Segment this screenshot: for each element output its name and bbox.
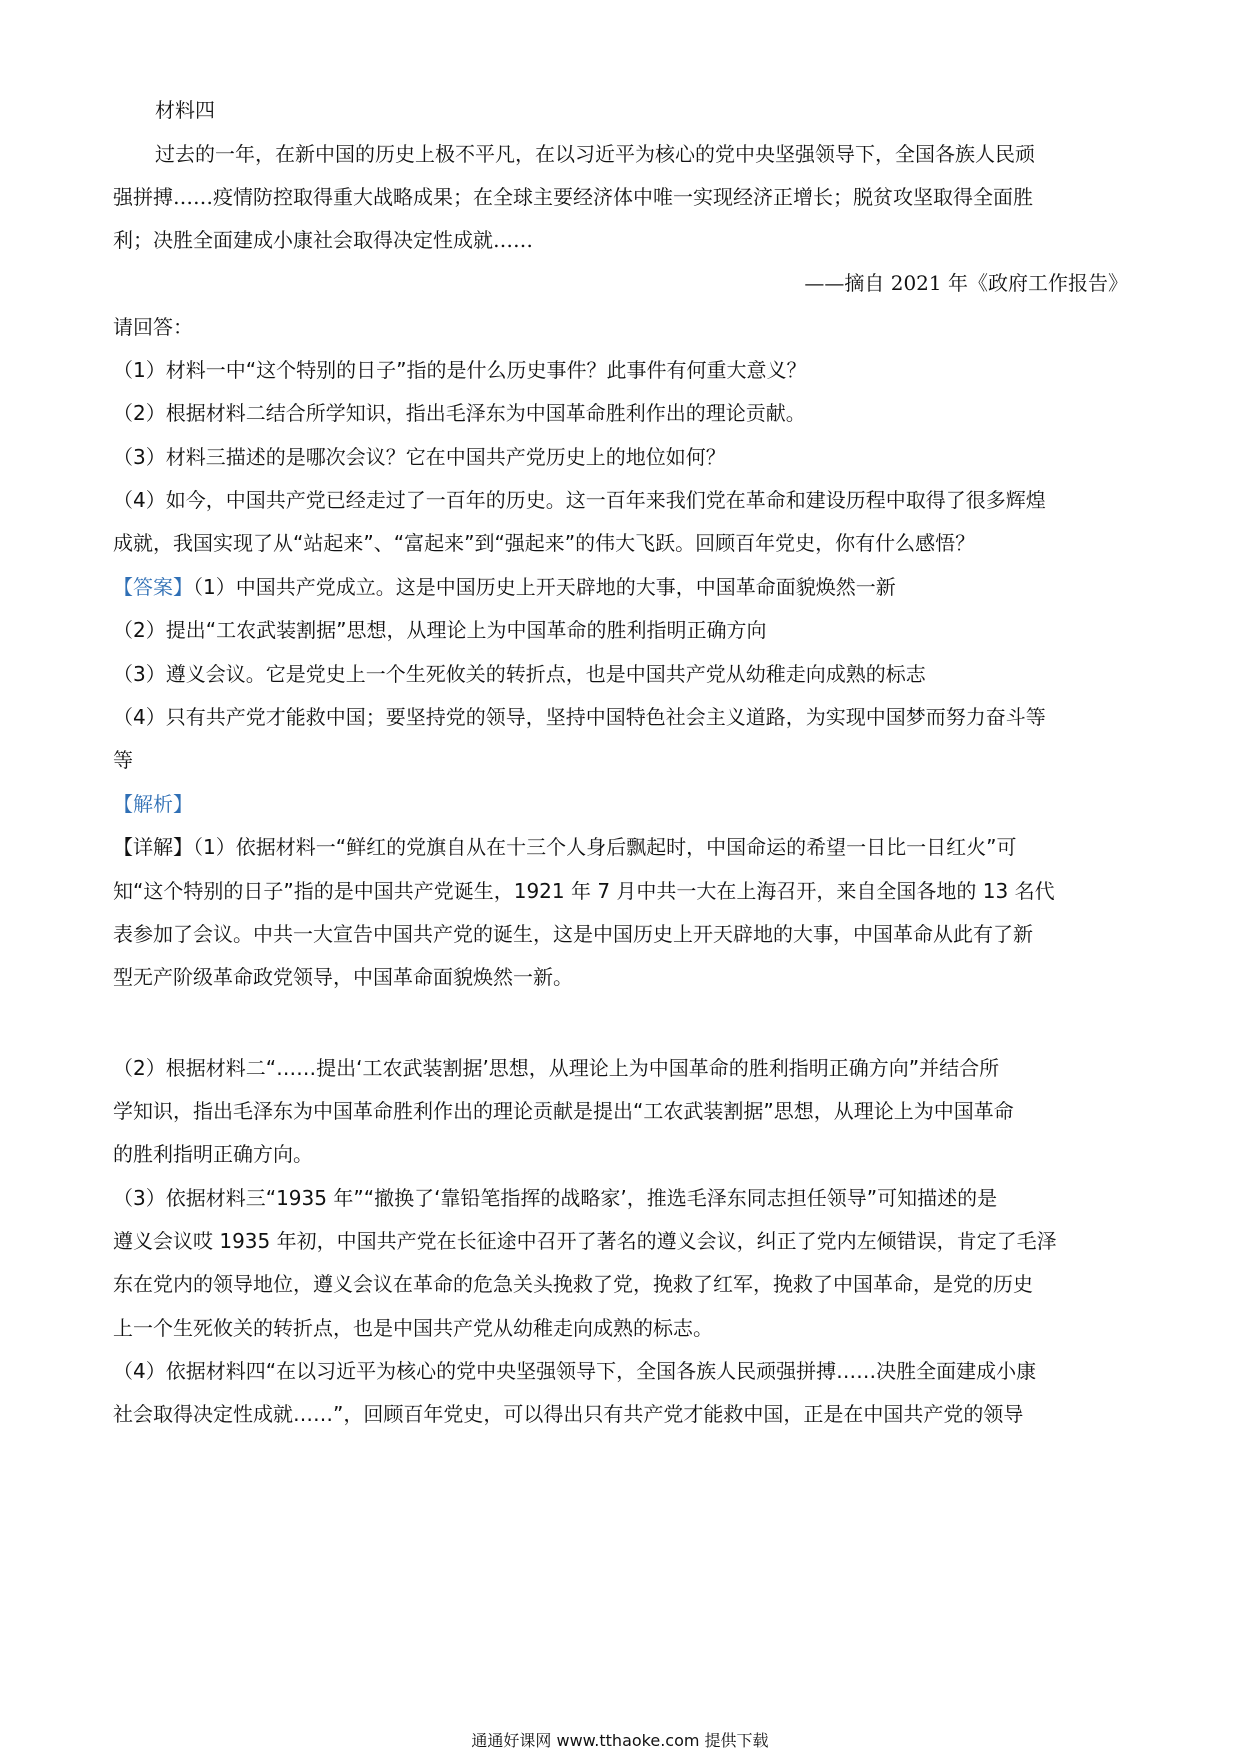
material4-source: ——摘自 2021 年《政府工作报告》 <box>804 271 1128 295</box>
analysis-text: （1）依据材料一“鲜红的党旗自从在十三个人身后飘起时，中国命运的希望一日比一日红火”可 <box>193 835 1017 859</box>
analysis-line: 型无产阶级革命政党领导，中国革命面貌焕然一新。 <box>113 965 573 989</box>
question-item: 成就，我国实现了从“站起来”、“富起来”到“强起来”的伟大飞跃。回顾百年党史，你有什么感悟？ <box>113 531 976 555</box>
answer-text: （1）中国共产党成立。这是中国历史上开天辟地的大事，中国革命面貌焕然一新 <box>193 575 896 599</box>
material4-title: 材料四 <box>155 98 215 122</box>
analysis-line: （3）依据材料三“1935 年”“撤换了‘靠铅笔指挥的战略家’，推选毛泽东同志担任领导”可知描述的是 <box>113 1186 998 1210</box>
analysis-line: 社会取得决定性成就……”，回顾百年党史，可以得出只有共产党才能救中国，正是在中国共产党的领导 <box>113 1402 1024 1426</box>
analysis-line: 东在党内的领导地位，遵义会议在革命的危急关头挽救了党，挽救了红军，挽救了中国革命，是党的历史 <box>113 1272 1033 1296</box>
analysis-line: （2）根据材料二“……提出‘工农武装割据’思想，从理论上为中国革命的胜利指明正确方向”并结合所 <box>113 1056 1000 1080</box>
analysis-line: 遵义会议哎 1935 年初，中国共产党在长征途中召开了著名的遵义会议，纠正了党内左倾错误，肯定了毛泽 <box>113 1229 1057 1253</box>
answer-line: 等 <box>113 748 133 772</box>
answer-line <box>113 573 896 601</box>
analysis-line: 知“这个特别的日子”指的是中国共产党诞生，1921 年 7 月中共一大在上海召开，来自全国各地的 13 名代 <box>113 879 1055 903</box>
detail-tag: 【详解】 <box>113 835 193 859</box>
analysis-line: 学知识，指出毛泽东为中国革命胜利作出的理论贡献是提出“工农武装割据”思想，从理论上为中国革命 <box>113 1099 1014 1123</box>
page-footer: 通通好课网 www.tthaoke.com 提供下载 <box>471 1731 769 1750</box>
question-item: （4）如今，中国共产党已经走过了一百年的历史。这一百年来我们党在革命和建设历程中取得了很多辉煌 <box>113 488 1046 512</box>
analysis-line: 的胜利指明正确方向。 <box>113 1142 313 1166</box>
answer-tag: 【答案】 <box>113 575 193 599</box>
question-item: （1）材料一中“这个特别的日子”指的是什么历史事件？此事件有何重大意义？ <box>113 358 807 382</box>
analysis-tag: 【解析】 <box>113 792 193 816</box>
material4-line: 利；决胜全面建成小康社会取得决定性成就…… <box>113 228 533 252</box>
question-item: （2）根据材料二结合所学知识，指出毛泽东为中国革命胜利作出的理论贡献。 <box>113 401 806 425</box>
material4-line: 强拼搏……疫情防控取得重大战略成果；在全球主要经济体中唯一实现经济正增长；脱贫攻坚取得全面胜 <box>113 185 1033 209</box>
analysis-line: （4）依据材料四“在以习近平为核心的党中央坚强领导下，全国各族人民顽强拼搏……决胜全面建成小康 <box>113 1359 1037 1383</box>
analysis-line: 上一个生死攸关的转折点，也是中国共产党从幼稚走向成熟的标志。 <box>113 1316 713 1340</box>
analysis-line: 表参加了会议。中共一大宣告中国共产党的诞生，这是中国历史上开天辟地的大事，中国革命从此有了新 <box>113 922 1033 946</box>
material4-line: 过去的一年，在新中国的历史上极不平凡，在以习近平为核心的党中央坚强领导下，全国各族人民顽 <box>155 142 1035 166</box>
answer-line: （3）遵义会议。它是党史上一个生死攸关的转折点，也是中国共产党从幼稚走向成熟的标志 <box>113 662 926 686</box>
answer-line: （2）提出“工农武装割据”思想，从理论上为中国革命的胜利指明正确方向 <box>113 618 767 642</box>
analysis-line <box>113 833 1016 861</box>
question-prompt: 请回答： <box>113 315 193 339</box>
answer-line: （4）只有共产党才能救中国；要坚持党的领导，坚持中国特色社会主义道路，为实现中国梦而努力奋斗等 <box>113 705 1046 729</box>
question-item: （3）材料三描述的是哪次会议？它在中国共产党历史上的地位如何？ <box>113 445 726 469</box>
